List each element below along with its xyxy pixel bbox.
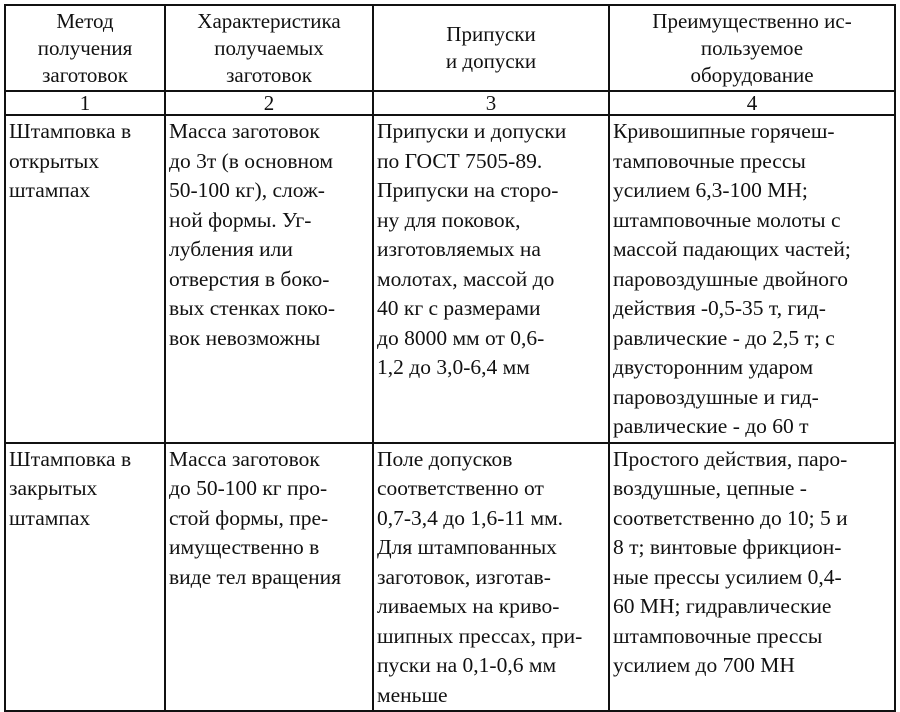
column-number: 4 (609, 91, 895, 115)
cell-equipment: Кривошипные горячеш- тамповочные прессы усилием 6,3-100 МН; штамповочные молоты с массой падающих частей; паровоздушные двойного действия -0,5-35 т, гид- равлические - до 2,5 т; с двусторонним ударом паровоздушные и гид- равлические - до 60 т (609, 115, 895, 443)
column-number: 3 (373, 91, 609, 115)
column-number: 1 (5, 91, 165, 115)
header-equipment: Преимущественно ис- пользуемое оборудование (609, 5, 895, 91)
column-number-row (5, 91, 895, 115)
column-number: 2 (165, 91, 373, 115)
table-row (5, 115, 895, 443)
header-allowances: Припуски и допуски (373, 5, 609, 91)
header-characteristics: Характеристика получаемых заготовок (165, 5, 373, 91)
table-row (5, 443, 895, 712)
blank-production-table (4, 4, 896, 712)
cell-method: Штамповка в открытых штампах (5, 115, 165, 443)
cell-characteristics: Масса заготовок до 50-100 кг про- стой формы, пре- имущественно в виде тел вращения (165, 443, 373, 712)
cell-characteristics: Масса заготовок до 3т (в основном 50-100 кг), слож- ной формы. Уг- лубления или отверстия в боко- вых стенках поко- вок невозможны (165, 115, 373, 443)
cell-allowances: Припуски и допуски по ГОСТ 7505-89. Припуски на сторо- ну для поковок, изготовляемых на молотах, массой до 40 кг с размерами до 8000 мм от 0,6- 1,2 до 3,0-6,4 мм (373, 115, 609, 443)
cell-allowances: Поле допусков соответственно от 0,7-3,4 до 1,6-11 мм. Для штампованных заготовок, изготав- ливаемых на криво- шипных прессах, при- пуски на 0,1-0,6 мм меньше (373, 443, 609, 712)
header-row (5, 5, 895, 91)
cell-method: Штамповка в закрытых штампах (5, 443, 165, 712)
header-method: Метод получения заготовок (5, 5, 165, 91)
cell-equipment: Простого действия, паро- воздушные, цепные - соответственно до 10; 5 и 8 т; винтовые фрикцион- ные прессы усилием 0,4- 60 МН; гидравлические штамповочные прессы усилием до 700 МН (609, 443, 895, 712)
